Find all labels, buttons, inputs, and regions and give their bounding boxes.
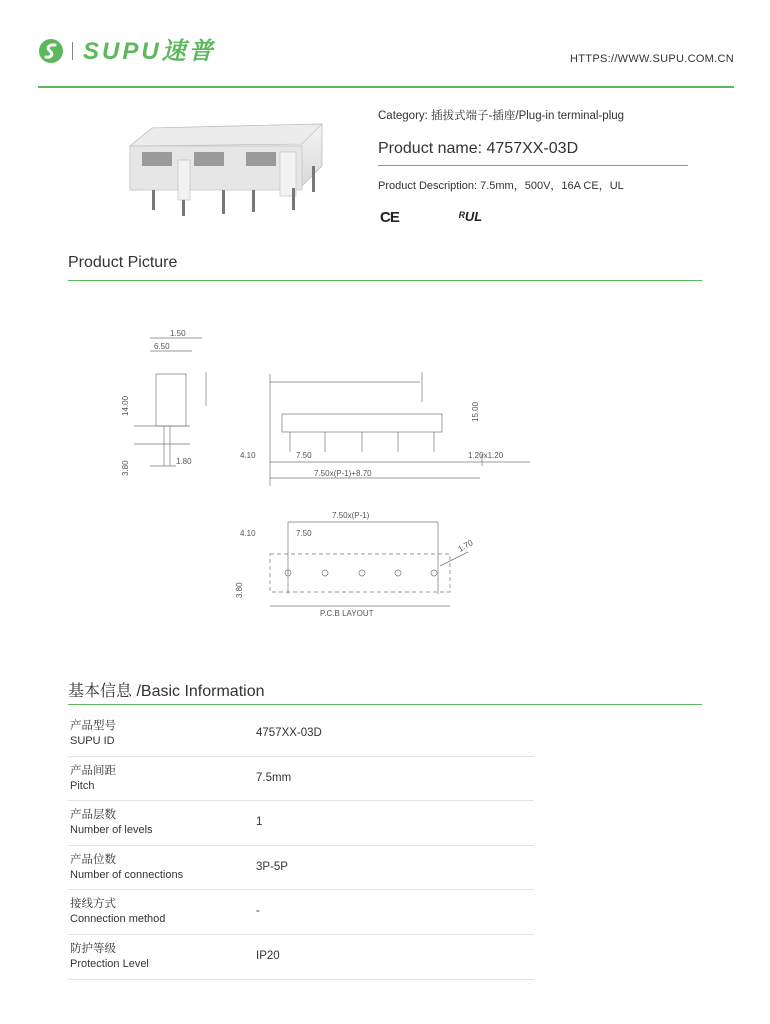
info-label-zh: 防护等级: [70, 942, 116, 955]
table-row: [68, 757, 534, 802]
ul-certification-icon: ᴿUL: [458, 209, 483, 224]
dim-label: 15.00: [471, 401, 480, 422]
info-label-zh: 产品层数: [70, 809, 116, 822]
dim-label: 1.70: [456, 538, 475, 554]
dim-label: 1.50: [170, 329, 186, 338]
dim-label: 4.10: [240, 451, 256, 460]
info-label-en: Number of levels: [70, 824, 153, 837]
info-label-zh: 接线方式: [70, 898, 116, 911]
dim-label: 7.50x(P-1): [332, 511, 370, 520]
info-value: -: [256, 905, 260, 918]
info-label-zh: 产品型号: [70, 720, 116, 732]
dim-label: 7.50: [296, 529, 312, 538]
info-label-en: Protection Level: [70, 957, 149, 970]
header-divider: [38, 86, 734, 88]
dim-label: 7.50: [296, 451, 312, 460]
info-label-zh: 产品位数: [70, 853, 116, 866]
product-picture-divider: [68, 280, 702, 281]
product-name-divider: [378, 165, 688, 166]
info-value: 1: [256, 816, 263, 829]
basic-info-divider: [68, 704, 702, 705]
dim-label: 1.20x1.20: [468, 451, 504, 460]
info-label-en: Number of connections: [70, 868, 184, 881]
info-value: IP20: [256, 949, 280, 962]
info-value: 3P-5P: [256, 860, 288, 873]
site-url[interactable]: HTTPS://WWW.SUPU.COM.CN: [570, 53, 734, 65]
product-category: Category: 插拔式端子-插座/Plug-in terminal-plug: [378, 110, 625, 122]
basic-info-table: [68, 712, 534, 980]
supu-logo-icon: [38, 38, 64, 64]
svg-text:SUPU速普: SUPU速普: [83, 38, 216, 64]
basic-info-title: 基本信息 /Basic Information: [68, 683, 265, 700]
technical-drawing: [120, 326, 540, 626]
table-row: [68, 801, 534, 846]
product-picture-title: Product Picture: [68, 254, 178, 271]
logo-divider: [72, 42, 73, 60]
dim-label: 3.80: [235, 582, 244, 598]
product-description: Product Description: 7.5mm，500V，16A CE，UL: [378, 180, 624, 192]
table-row: [68, 890, 534, 935]
product-name: Product name: 4757XX-03D: [378, 140, 579, 157]
info-label-en: Connection method: [70, 913, 166, 926]
info-label-en: Pitch: [70, 779, 95, 792]
info-label-en: SUPU ID: [70, 735, 115, 747]
table-row: [68, 846, 534, 891]
info-label-zh: 产品间距: [70, 764, 116, 777]
ce-certification-icon: CE: [380, 209, 399, 226]
dim-label: 3.80: [121, 460, 130, 476]
supu-wordmark: [83, 38, 233, 64]
table-row: [68, 935, 534, 980]
dim-label: P.C.B LAYOUT: [320, 609, 374, 618]
table-row: [68, 712, 534, 757]
dim-label: 7.50x(P-1)+8.70: [314, 469, 372, 478]
info-value: 4757XX-03D: [256, 727, 322, 739]
dim-label: 14.00: [121, 395, 130, 416]
page-header: [38, 36, 734, 86]
brand-logo[interactable]: [38, 38, 233, 64]
dim-label: 4.10: [240, 529, 256, 538]
info-value: 7.5mm: [256, 771, 292, 784]
dim-label: 6.50: [154, 342, 170, 351]
product-photo: [122, 116, 328, 220]
dim-label: 1.80: [176, 457, 192, 466]
